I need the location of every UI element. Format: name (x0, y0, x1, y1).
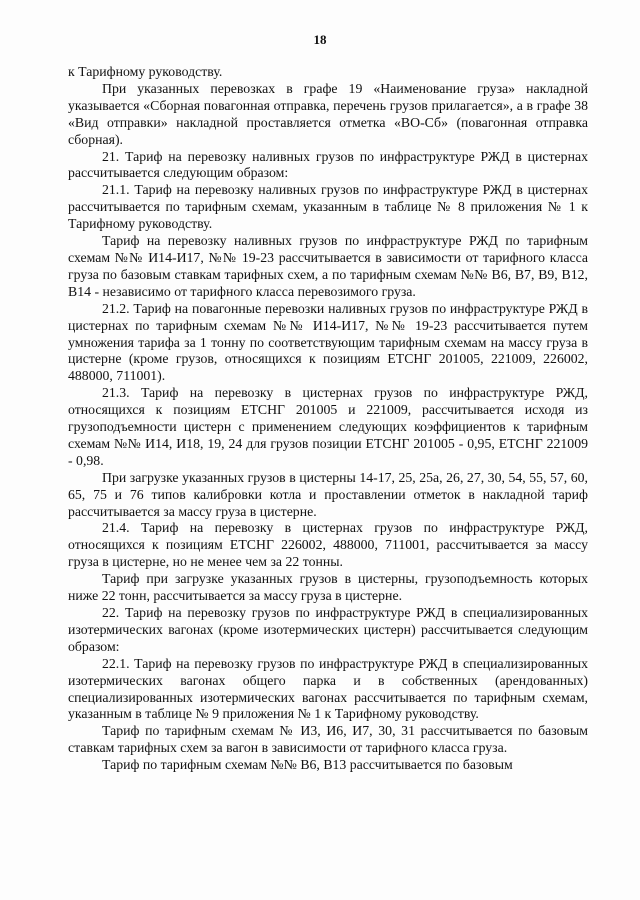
paragraph: 21.4. Тариф на перевозку в цистернах грузов по инфраструктуре РЖД, относящихся к позициям ЕТСНГ 226002, 488000, 711001, рассчитывается за массу груза в цистерне, но не менее чем за 22 тонны. (68, 520, 588, 570)
paragraph: 21.1. Тариф на перевозку наливных грузов по инфраструктуре РЖД в цистернах рассчитывается по тарифным схемам, указанным в таблице № 8 приложения № 1 к Тарифному руководству. (68, 182, 588, 232)
paragraph: При загрузке указанных грузов в цистерны 14-17, 25, 25а, 26, 27, 30, 54, 55, 57, 60, 65, 75 и 76 типов калибровки котла и проставлении отметок в накладной тариф рассчитывается за массу груза в цистерне. (68, 469, 588, 519)
paragraph: 21.2. Тариф на повагонные перевозки наливных грузов по инфраструктуре РЖД в цистернах по тарифным схемам №№ И14-И17, №№ 19-23 рассчитывается путем умножения тарифа за 1 тонну по соответствующим тарифным схемам на массу груза в цистерне (кроме грузов, относящихся к позициям ЕТСНГ 201005, 221009, 226002, 488000, 711001). (68, 300, 588, 384)
paragraph: Тариф по тарифным схемам №№ В6, В13 рассчитывается по базовым (102, 757, 513, 773)
page-number: 18 (313, 32, 327, 47)
paragraph: к Тарифному руководству. (68, 64, 223, 79)
paragraph: Тариф на перевозку наливных грузов по инфраструктуре РЖД по тарифным схемам №№ И14-И17, №№ 19-23 рассчитывается в зависимости от тарифного класса груза по базовым ставкам тарифных схем, а по тарифным схемам №№ В6, В7, В9, В12, В14 - независимо от тарифного класса перевозимого груза. (68, 233, 588, 299)
paragraph: 21.3. Тариф на перевозку в цистернах грузов по инфраструктуре РЖД, относящихся к позициям ЕТСНГ 201005 и 221009, рассчитывается исходя из грузоподъемности цистерн с применением следующих коэффициентов к тарифным схемам №№ И14, И18, 19, 24 для грузов позиции ЕТСНГ 201005 - 0,95, ЕТСНГ 221009 - 0,98. (68, 385, 588, 468)
paragraph: 21. Тариф на перевозку наливных грузов по инфраструктуре РЖД в цистернах рассчитывается следующим образом: (68, 148, 588, 181)
document-body (68, 64, 588, 774)
paragraph: Тариф при загрузке указанных грузов в цистерны, грузоподъемность которых ниже 22 тонн, рассчитывается за массу груза в цистерне. (68, 571, 588, 604)
paragraph: 22. Тариф на перевозку грузов по инфраструктуре РЖД в специализированных изотермических вагонах (кроме изотермических цистерн) рассчитывается следующим образом: (68, 605, 588, 654)
paragraph: Тариф по тарифным схемам № И3, И6, И7, 30, 31 рассчитывается по базовым ставкам тарифных схем за вагон в зависимости от тарифного класса груза. (68, 723, 588, 756)
paragraph: 22.1. Тариф на перевозку грузов по инфраструктуре РЖД в специализированных изотермических вагонах общего парка и в собственных (арендованных) специализированных изотермических вагонах рассчитывается по тарифным схемам, указанным в таблице № 9 приложения № 1 к Тарифному руководству. (68, 655, 588, 722)
paragraph: При указанных перевозках в графе 19 «Наименование груза» накладной указывается «Сборная повагонная отправка, перечень грузов прилагается», а в графе 38 «Вид отправки» накладной проставляется отметка «ВО-Сб» (повагонная отправка сборная). (68, 80, 588, 147)
